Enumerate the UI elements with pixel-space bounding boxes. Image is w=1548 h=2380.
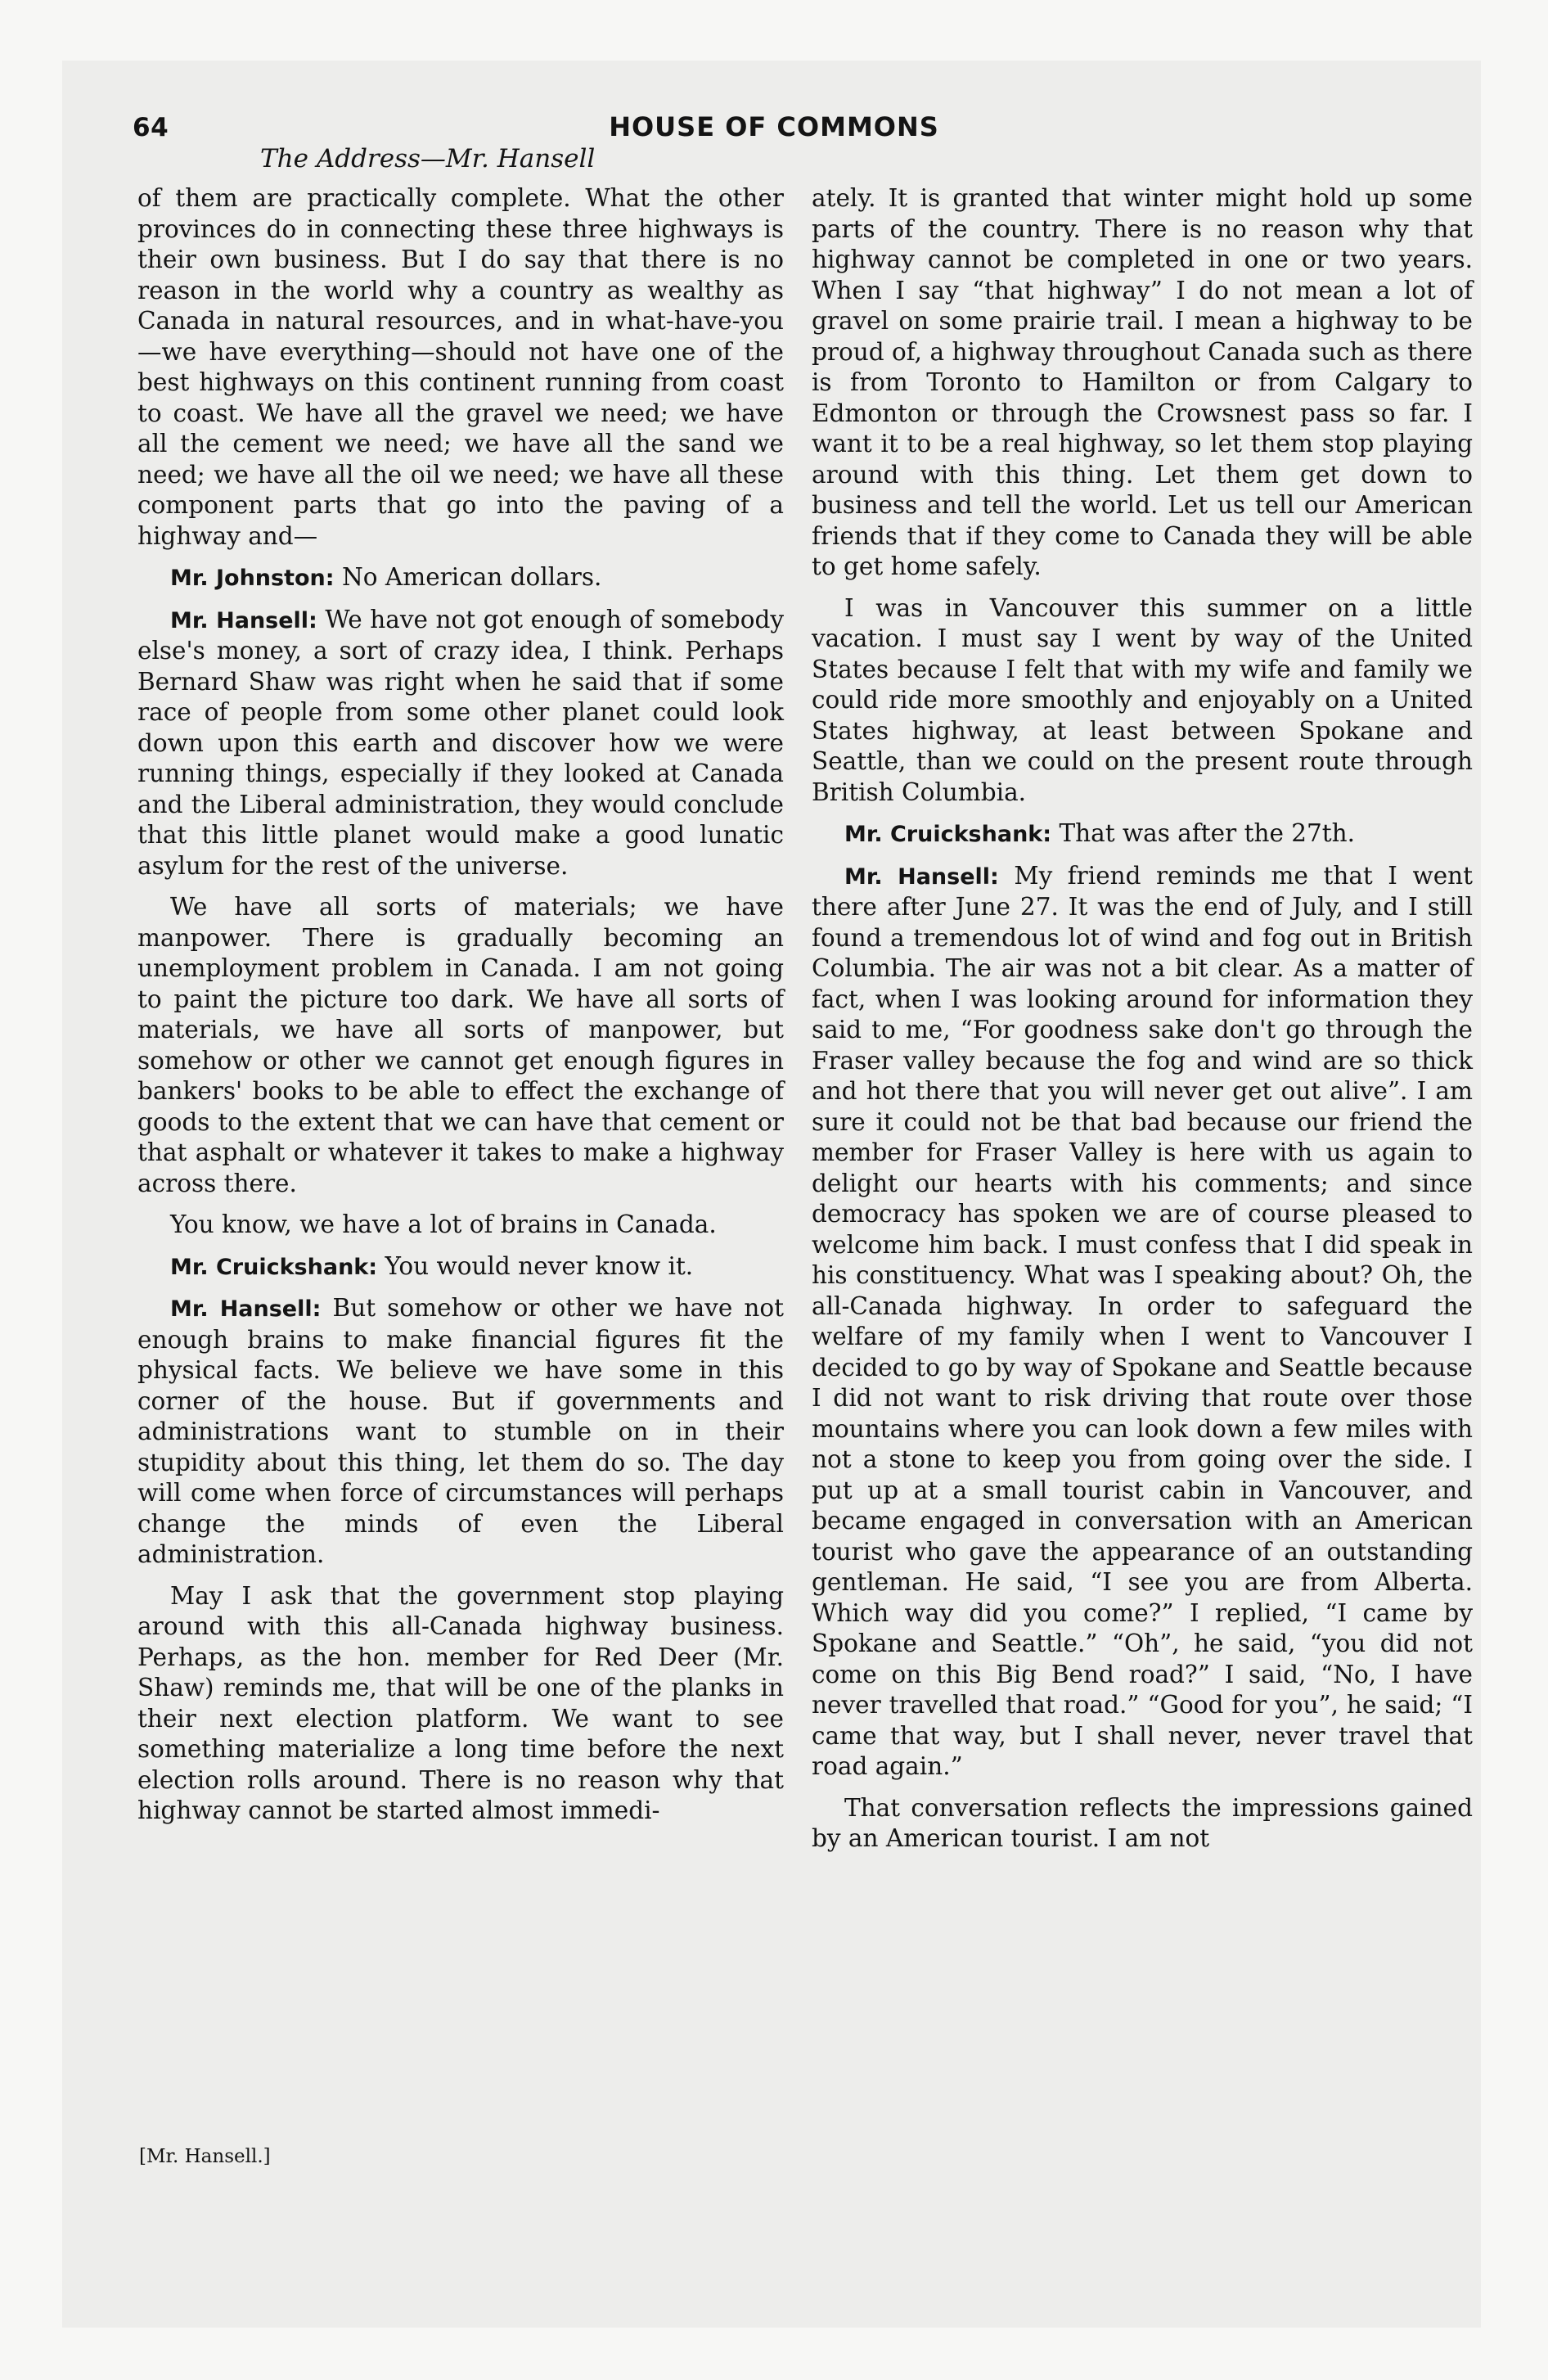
paragraph: You know, we have a lot of brains in Canada. [170, 1210, 717, 1238]
paragraph: Mr. Hansell: But somehow or other we have not enough brains to make financial figures fit the physical facts. We believe we have some in this corner of the house. But if governments and administrations want to stumble on in their stupidity about this thing, let them do so. The day will come when force of circumstances will perhaps change the minds of even the Liberal administration. [137, 1294, 784, 1568]
paragraph: I was in Vancouver this summer on a little vacation. I must say I went by way of the United States because I felt that with my wife and family we could ride more smoothly and enjoyably on a United States highway, at least between Spokane and Seattle, than we could on the present route through British Columbia. [812, 593, 1473, 806]
paragraph: Mr. Cruickshank: You would never know it. [170, 1251, 694, 1280]
paragraph: Mr. Cruickshank: That was after the 27th. [844, 819, 1356, 847]
left-column [137, 183, 784, 1837]
right-column [812, 183, 1473, 1865]
speaker-name: Mr. Johnston: [170, 566, 335, 591]
speaker-name: Mr. Hansell: [170, 1296, 322, 1322]
paragraph: We have all sorts of materials; we have manpower. There is gradually becoming an unemployment problem in Canada. I am not going to paint the picture too dark. We have all sorts of materials, we have all sorts of manpower, but somehow or other we cannot get enough figures in bankers' books to be able to effect the exchange of goods to the extent that we can have that cement or that asphalt or whatever it takes to make a highway across there. [137, 893, 784, 1197]
paragraph: May I ask that the government stop playing around with this all-Canada highway business. Perhaps, as the hon. member for Red Deer (Mr. Shaw) reminds me, that will be one of the planks in their next election platform. We want to see something materialize a long time before the next election rolls around. There is no reason why that highway cannot be started almost immedi- [137, 1581, 784, 1824]
section-subtitle: The Address—Mr. Hansell [260, 144, 596, 174]
speaker-name: Mr. Hansell: [170, 607, 317, 633]
paragraph: Mr. Johnston: No American dollars. [170, 563, 602, 591]
page-number: 64 [133, 113, 169, 142]
running-header: HOUSE OF COMMONS [609, 111, 939, 142]
paragraph: of them are practically complete. What the other provinces do in connecting these three highways is their own business. But I do say that there is no reason in the world why a country as wealthy as Canada in natural resources, and in what-have-you—we have everything—should not have one of the best highways on this continent running from coast to coast. We have all the gravel we need; we have all the cement we need; we have all the sand we need; we have all the oil we need; we have all these component parts that go into the paving of a highway and— [137, 184, 784, 550]
paragraph: ately. It is granted that winter might hold up some parts of the country. There is no reason why that highway cannot be completed in one or two years. When I say “that highway” I do not mean a lot of gravel on some prairie trail. I mean a highway to be proud of, a highway throughout Canada such as there is from Toronto to Hamilton or from Calgary to Edmonton or through the Crowsnest pass so far. I want it to be a real highway, so let them stop playing around with this thing. Let them get down to business and tell the world. Let us tell our American friends that if they come to Canada they will be able to get home safely. [812, 184, 1473, 580]
speaker-name: Mr. Hansell: [844, 863, 999, 890]
paragraph: That conversation reflects the impressions gained by an American tourist. I am not [812, 1793, 1473, 1852]
speaker-name: Mr. Cruickshank: [844, 822, 1052, 847]
footer-speaker-note: [Mr. Hansell.] [139, 2146, 271, 2167]
paragraph: Mr. Hansell: My friend reminds me that I went there after June 27. It was the end of July, and I still found a tremendous lot of wind and fog out in British Columbia. The air was not a bit clear. As a matter of fact, when I was looking around for information they said to me, “For goodness sake don't go through the Fraser valley because the fog and wind are so thick and hot there that you will never get out alive”. I am sure it could not be that bad because our friend the member for Fraser Valley is here with us again to delight our hearts with his comments; and since democracy has spoken we are of course pleased to welcome him back. I must confess that I did speak in his constituency. What was I speaking about? Oh, the all-Canada highway. In order to safeguard the welfare of my family when I went to Vancouver I decided to go by way of Spokane and Seattle because I did not want to risk driving that route over those mountains where you can look down a few miles with not a stone to keep you from going over the side. I put up at a small tourist cabin in Vancouver, and became engaged in conversation with an American tourist who gave the appearance of an outstanding gentleman. He said, “I see you are from Alberta. Which way did you come?” I replied, “I came by Spokane and Seattle.” “Oh”, he said, “you did not come on this Big Bend road?” I said, “No, I have never travelled that road.” “Good for you”, he said; “I came that way, but I shall never, never travel that road again.” [812, 861, 1474, 1780]
paragraph: Mr. Hansell: We have not got enough of somebody else's money, a sort of crazy idea, I think. Perhaps Bernard Shaw was right when he said that if some race of people from some other planet could look down upon this earth and discover how we were running things, especially if they looked at Canada and the Liberal administration, they would conclude that this little planet would make a good lunatic asylum for the rest of the universe. [137, 605, 784, 880]
speaker-name: Mr. Cruickshank: [170, 1254, 378, 1280]
